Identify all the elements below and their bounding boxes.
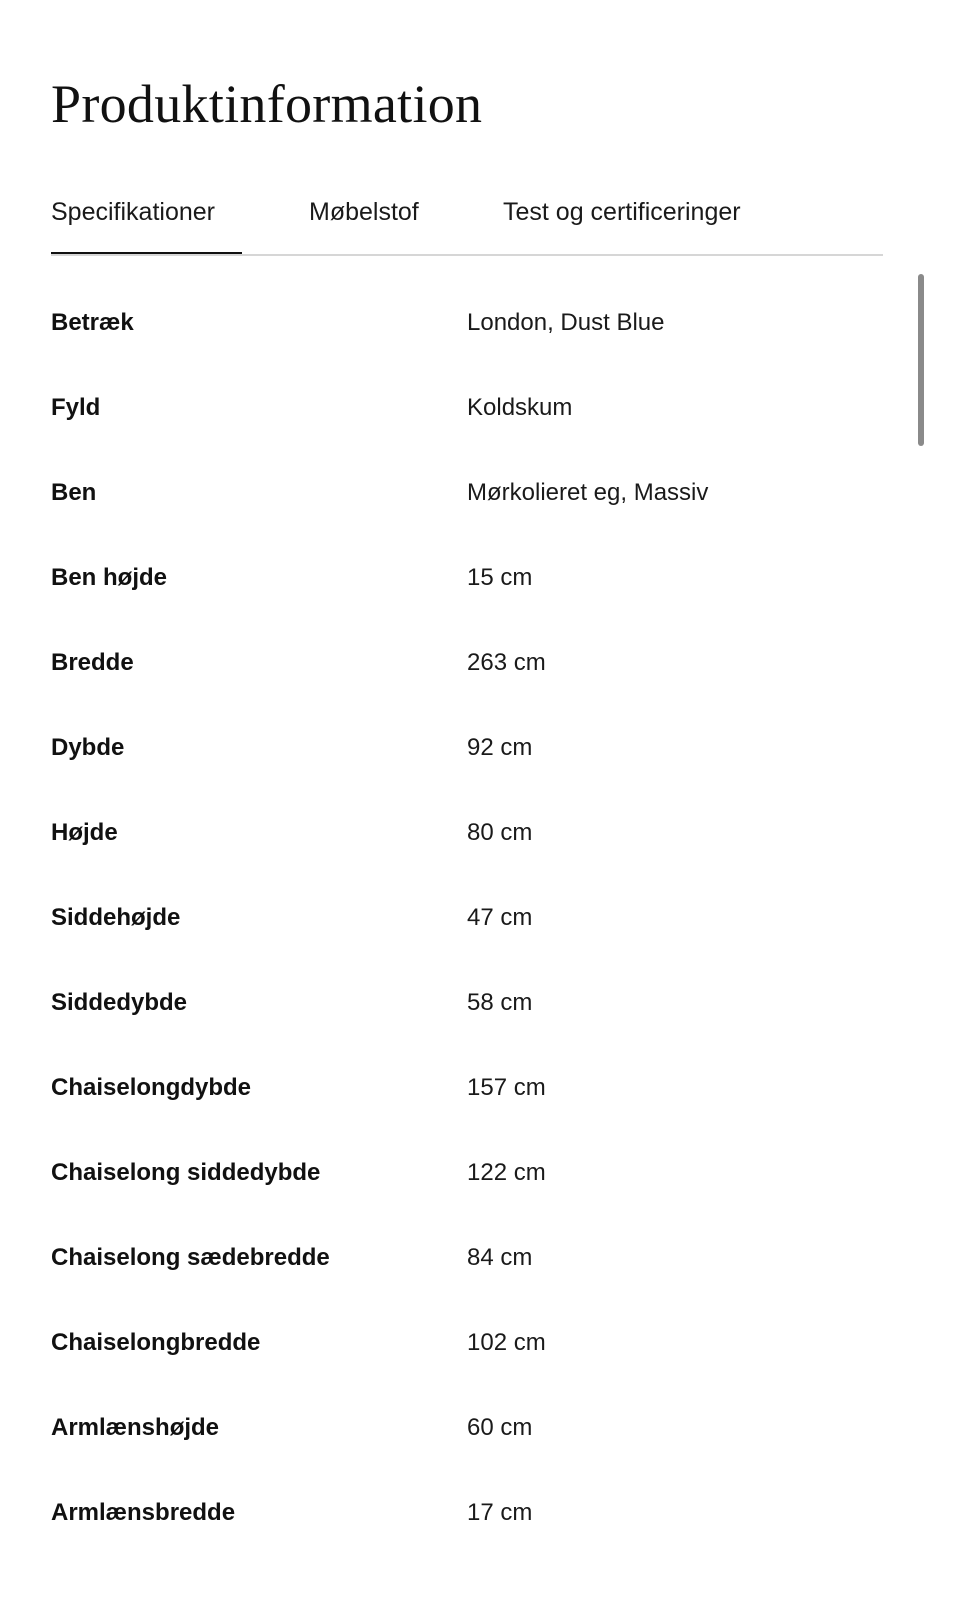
spec-row-ben-hojde — [51, 535, 883, 620]
spec-row-chaiselongdybde — [51, 1045, 883, 1130]
spec-value: Koldskum — [467, 394, 573, 421]
spec-value: Mørkolieret eg, Massiv — [467, 479, 709, 506]
spec-label: Chaiselong sædebredde — [51, 1244, 330, 1271]
tab-test-og-certificeringer[interactable]: Test og certificeringer — [503, 198, 741, 226]
spec-label: Ben — [51, 479, 97, 506]
spec-label: Bredde — [51, 649, 134, 676]
spec-label: Betræk — [51, 309, 134, 336]
tab-mobelstof[interactable]: Møbelstof — [309, 198, 419, 226]
tabs-divider — [51, 254, 883, 256]
spec-row-hojde — [51, 790, 883, 875]
spec-value: 122 cm — [467, 1159, 546, 1186]
spec-label: Fyld — [51, 394, 101, 421]
spec-value: London, Dust Blue — [467, 309, 665, 336]
spec-label: Siddedybde — [51, 989, 188, 1016]
spec-row-ben — [51, 450, 883, 535]
spec-value: 157 cm — [467, 1074, 546, 1101]
spec-label: Chaiselongbredde — [51, 1329, 261, 1356]
spec-row-chaiselong-siddedybde — [51, 1130, 883, 1215]
spec-row-dybde — [51, 705, 883, 790]
spec-label: Dybde — [51, 734, 125, 761]
spec-value: 102 cm — [467, 1329, 546, 1356]
spec-value: 17 cm — [467, 1499, 533, 1526]
spec-label: Chaiselong siddedybde — [51, 1159, 321, 1186]
spec-row-siddedybde — [51, 960, 883, 1045]
spec-label: Chaiselongdybde — [51, 1074, 252, 1101]
spec-row-armlaensbredde — [51, 1470, 883, 1555]
spec-value: 263 cm — [467, 649, 546, 676]
spec-label: Siddehøjde — [51, 904, 181, 931]
spec-row-siddehojde — [51, 875, 883, 960]
spec-value: 80 cm — [467, 819, 533, 846]
tab-specifikationer[interactable]: Specifikationer — [51, 198, 215, 226]
spec-value: 60 cm — [467, 1414, 533, 1441]
specifications-table — [51, 280, 883, 1555]
page-title: Produktinformation — [51, 74, 483, 134]
spec-row-armlaenshojde — [51, 1385, 883, 1470]
spec-value: 84 cm — [467, 1244, 533, 1271]
spec-row-chaiselong-saedebredde — [51, 1215, 883, 1300]
spec-row-fyld — [51, 365, 883, 450]
spec-value: 58 cm — [467, 989, 533, 1016]
spec-value: 47 cm — [467, 904, 533, 931]
spec-label: Ben højde — [51, 564, 168, 591]
product-info-tabs — [51, 190, 883, 256]
spec-value: 15 cm — [467, 564, 533, 591]
scrollbar-thumb[interactable] — [918, 274, 924, 446]
spec-label: Armlænsbredde — [51, 1499, 236, 1526]
spec-label: Højde — [51, 819, 118, 846]
spec-value: 92 cm — [467, 734, 533, 761]
spec-row-bredde — [51, 620, 883, 705]
spec-row-chaiselongbredde — [51, 1300, 883, 1385]
spec-row-betraek — [51, 280, 883, 365]
spec-label: Armlænshøjde — [51, 1414, 220, 1441]
